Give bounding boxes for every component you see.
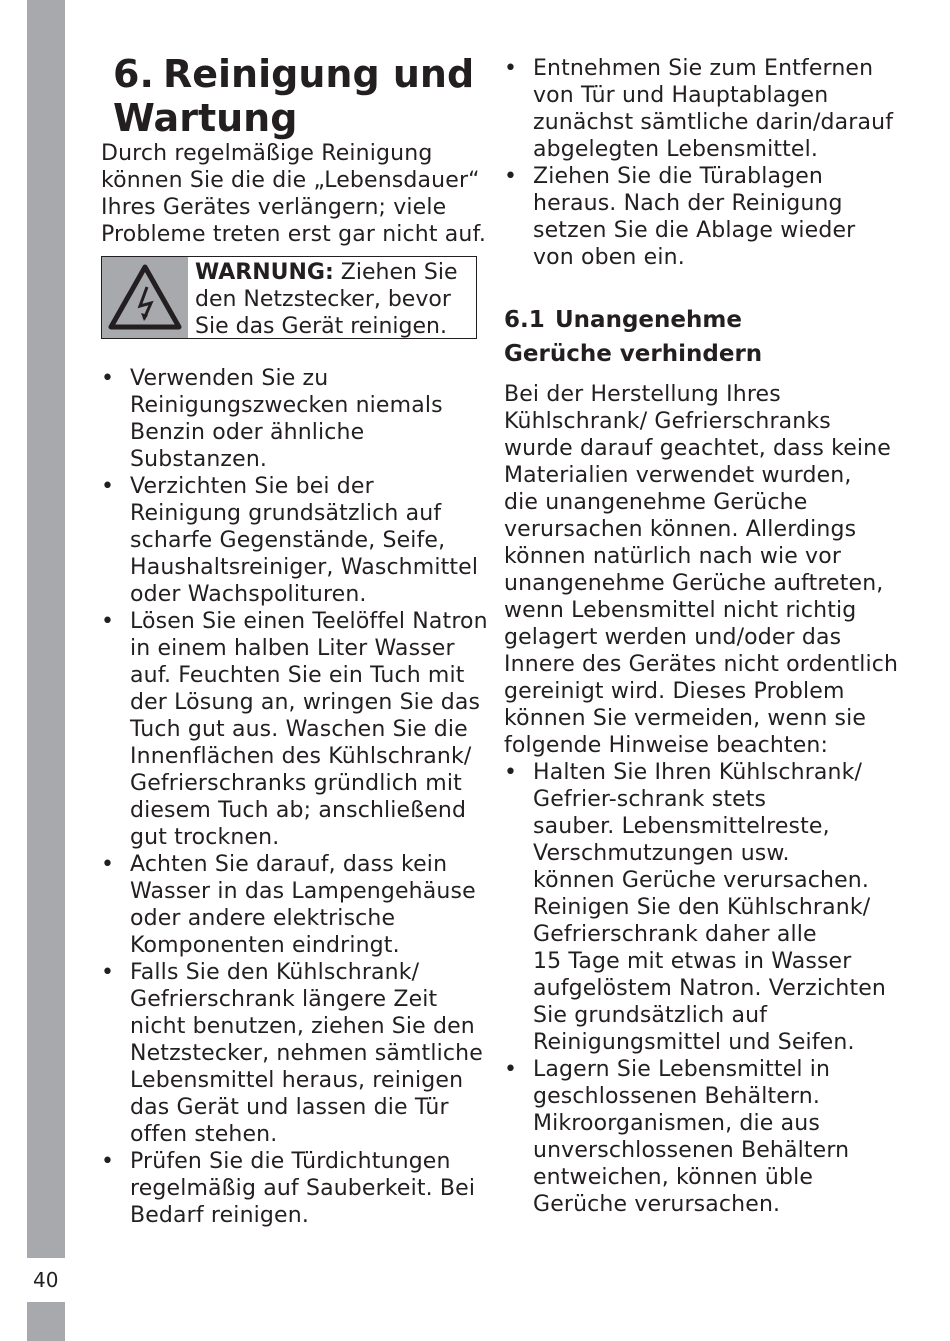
bullet-text-line: Reinigen Sie den Kühlschrank/	[533, 895, 871, 920]
body-text-line: können natürlich nach wie vor	[504, 544, 842, 569]
bullet-text-line: abgelegten Lebensmittel.	[533, 137, 819, 162]
bullet-text-line: oder andere elektrische	[130, 906, 396, 931]
body-text-line: wurde darauf geachtet, dass keine	[504, 436, 891, 461]
bullet-text-line: Sie grundsätzlich auf	[533, 1003, 768, 1028]
bullet-text-line: Halten Sie Ihren Kühlschrank/	[533, 760, 863, 785]
bullet-text-line: Bedarf reinigen.	[130, 1203, 309, 1228]
warning-icon-panel	[102, 257, 188, 338]
bullet-text-line: offen stehen.	[130, 1122, 278, 1147]
body-text-line: gelagert werden und/oder das	[504, 625, 842, 650]
intro-line: können Sie die die „Lebensdauer“	[101, 168, 480, 193]
bullet-text-line: Substanzen.	[130, 447, 268, 472]
bullet-text-line: Lagern Sie Lebensmittel in	[533, 1057, 831, 1082]
electrical-hazard-warning-icon	[108, 263, 182, 331]
bullet-text-line: aufgelöstem Natron. Verzichten	[533, 976, 887, 1001]
bullet-text-line: von Tür und Hauptablagen	[533, 83, 829, 108]
bullet-marker: •	[504, 1057, 518, 1082]
bullet-text-line: Netzstecker, nehmen sämtliche	[130, 1041, 483, 1066]
body-text-line: verursachen können. Allerdings	[504, 517, 857, 542]
bullet-text-line: Wasser in das Lampengehäuse	[130, 879, 476, 904]
warning-box	[101, 256, 477, 339]
subsection-heading	[504, 303, 904, 371]
intro-line: Ihres Gerätes verlängern; viele	[101, 195, 447, 220]
bullet-text-line: Verschmutzungen usw.	[533, 841, 790, 866]
bullet-text-line: heraus. Nach der Reinigung	[533, 191, 843, 216]
bullet-text-line: Gefrierschrank daher alle	[533, 922, 817, 947]
section-intro	[101, 140, 486, 248]
section-number: 6.	[113, 52, 154, 96]
bullet-text-line: regelmäßig auf Sauberkeit. Bei	[130, 1176, 476, 1201]
subsection-body	[504, 381, 904, 759]
bullet-text-line: auf. Feuchten Sie ein Tuch mit	[130, 663, 465, 688]
bullet-text-line: Tuch gut aus. Waschen Sie die	[130, 717, 468, 742]
body-text-line: gereinigt wird. Dieses Problem	[504, 679, 845, 704]
list-item	[101, 851, 486, 959]
body-text-line: unangenehme Gerüche auftreten,	[504, 571, 884, 596]
bullet-marker: •	[101, 960, 115, 985]
bullet-text-line: Lösen Sie einen Teelöffel Natron	[130, 609, 488, 634]
bullet-text-line: Gefrierschranks gründlich mit	[130, 771, 462, 796]
section-heading	[101, 52, 486, 140]
list-item	[101, 608, 486, 851]
bullet-text-line: Innenflächen des Kühlschrank/	[130, 744, 472, 769]
body-text-line: Bei der Herstellung Ihres	[504, 382, 781, 407]
bullet-text-line: Verwenden Sie zu	[130, 366, 329, 391]
bullet-text-line: nicht benutzen, ziehen Sie den	[130, 1014, 475, 1039]
bullet-text-line: geschlossenen Behältern.	[533, 1084, 820, 1109]
bullet-text-line: unverschlossenen Behältern	[533, 1138, 850, 1163]
bullet-text-line: 15 Tage mit etwas in Wasser	[533, 949, 852, 974]
shelf-removal-list	[504, 55, 904, 271]
bullet-marker: •	[101, 852, 115, 877]
bullet-text-line: Reinigungszwecken niemals	[130, 393, 443, 418]
body-text-line: folgende Hinweise beachten:	[504, 733, 829, 758]
bullet-text-line: Komponenten eindringt.	[130, 933, 400, 958]
page-number: 40	[33, 1268, 59, 1292]
section-title-line: 6. Reinigung und	[113, 52, 475, 96]
left-column	[101, 52, 486, 1229]
bullet-text-line: in einem halben Liter Wasser	[130, 636, 455, 661]
side-margin-bar	[27, 0, 65, 1258]
list-item	[101, 1148, 486, 1229]
bullet-marker: •	[101, 1149, 115, 1174]
body-text-line: die unangenehme Gerüche	[504, 490, 808, 515]
bullet-marker: •	[504, 164, 518, 189]
body-text-line: Kühlschrank/ Gefrierschranks	[504, 409, 831, 434]
warning-text: WARNUNG: Ziehen Sie den Netzstecker, bevor Sie das Gerät reinigen.	[195, 260, 458, 339]
bullet-marker: •	[101, 474, 115, 499]
subsection-title-line: 6.1 Unangenehme	[504, 303, 904, 337]
bullet-text-line: der Lösung an, wringen Sie das	[130, 690, 481, 715]
bullet-text-line: können Gerüche verursachen.	[533, 868, 870, 893]
bullet-text-line: Reinigung grundsätzlich auf	[130, 501, 442, 526]
intro-line: Probleme treten erst gar nicht auf.	[101, 222, 486, 247]
bullet-text-line: von oben ein.	[533, 245, 685, 270]
bullet-text-line: Verzichten Sie bei der	[130, 474, 374, 499]
bullet-text-line: gut trocknen.	[130, 825, 280, 850]
warning-label: WARNUNG:	[195, 260, 334, 285]
body-text-line: Materialien verwendet wurden,	[504, 463, 852, 488]
list-item	[504, 1056, 904, 1218]
bullet-text-line: scharfe Gegenstände, Seife,	[130, 528, 446, 553]
odor-tips-list	[504, 759, 904, 1218]
bullet-text-line: Gefrierschrank längere Zeit	[130, 987, 438, 1012]
bullet-text-line: diesem Tuch ab; anschließend	[130, 798, 467, 823]
bullet-text-line: sauber. Lebensmittelreste,	[533, 814, 830, 839]
list-item	[504, 163, 904, 271]
body-text-line: wenn Lebensmittel nicht richtig	[504, 598, 857, 623]
subsection-title-line: Gerüche verhindern	[504, 341, 763, 367]
bullet-text-line: Mikroorganismen, die aus	[533, 1111, 820, 1136]
bullet-text-line: entweichen, können üble	[533, 1165, 814, 1190]
bullet-text-line: setzen Sie die Ablage wieder	[533, 218, 856, 243]
list-item	[504, 55, 904, 163]
section-title-line: Wartung	[113, 96, 298, 140]
subsection-number: 6.1	[504, 307, 545, 333]
bullet-text-line: Ziehen Sie die Türablagen	[533, 164, 823, 189]
bullet-text-line: Entnehmen Sie zum Entfernen	[533, 56, 874, 81]
bullet-text-line: Achten Sie darauf, dass kein	[130, 852, 448, 877]
bullet-text-line: das Gerät und lassen die Tür	[130, 1095, 449, 1120]
list-item	[504, 759, 904, 1056]
right-column	[504, 55, 904, 1218]
body-text-line: Innere des Gerätes nicht ordentlich	[504, 652, 899, 677]
bullet-marker: •	[504, 56, 518, 81]
list-item	[101, 959, 486, 1148]
intro-line: Durch regelmäßige Reinigung	[101, 141, 433, 166]
cleaning-instructions-list	[101, 365, 486, 1229]
bullet-text-line: Reinigungsmittel und Seifen.	[533, 1030, 855, 1055]
bullet-text-line: Prüfen Sie die Türdichtungen	[130, 1149, 451, 1174]
bullet-text-line: Benzin oder ähnliche	[130, 420, 365, 445]
bullet-text-line: Falls Sie den Kühlschrank/	[130, 960, 420, 985]
bullet-text-line: zunächst sämtliche darin/darauf	[533, 110, 894, 135]
bullet-text-line: oder Wachspolituren.	[130, 582, 367, 607]
bullet-text-line: Gefrier-schrank stets	[533, 787, 767, 812]
list-item	[101, 365, 486, 473]
bullet-text-line: Lebensmittel heraus, reinigen	[130, 1068, 464, 1093]
bullet-marker: •	[504, 760, 518, 785]
bullet-text-line: Gerüche verursachen.	[533, 1192, 781, 1217]
bullet-text-line: Haushaltsreiniger, Waschmittel	[130, 555, 479, 580]
body-text-line: können Sie vermeiden, wenn sie	[504, 706, 867, 731]
list-item	[101, 473, 486, 608]
side-margin-bar-bottom	[27, 1302, 65, 1341]
bullet-marker: •	[101, 609, 115, 634]
bullet-marker: •	[101, 366, 115, 391]
